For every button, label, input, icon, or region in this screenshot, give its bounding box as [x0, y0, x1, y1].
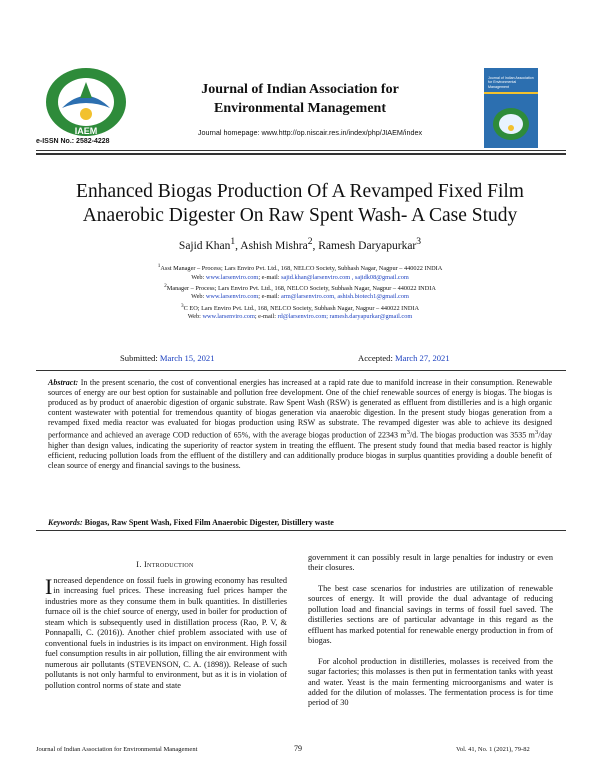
affiliations — [60, 262, 540, 322]
keywords-rule — [36, 530, 566, 531]
article-title-line1: Enhanced Biogas Production Of A Revamped Fixed Film — [76, 181, 524, 202]
abstract-rule — [36, 370, 566, 371]
journal-logo — [40, 64, 132, 142]
journal-title-line2: Environmental Management — [213, 101, 386, 116]
journal-cover-thumbnail — [484, 68, 538, 148]
author-name: Ramesh Daryapurkar — [318, 239, 417, 252]
submitted-date: Submitted: March 15, 2021 — [120, 353, 215, 363]
keywords-label: Keywords: — [48, 518, 83, 527]
email-link[interactable]: arm@larsenviro.com, ashish.biotech1@gmail.com — [280, 293, 409, 301]
journal-title-line1: Journal of Indian Association for — [201, 82, 399, 97]
dropcap: I — [45, 574, 53, 599]
paragraph: government it can possibly result in large penalties for industry or even their closures. — [308, 553, 553, 573]
paragraph: For alcohol production in distilleries, molasses is received from the sugar factories; this molasses is then put in fermentation tanks with yeast and water. Yeast is the main fermenting microorganisms and water is added for the dilution of molasses. The fermentation process is for time period of 30 — [308, 656, 553, 708]
section-heading: I. Introduction — [136, 560, 194, 569]
intro-paragraph: ncreased dependence on fossil fuels in growing economy has resulted in increasing fuel prices. These increasing fuel prices hamper the industries more as they consume them in bulk quantities. In distilleries furnace oil is the chief source of energy, used in boiler for production of steam which is subsequently used in distillation process (Rao, P. V, & Ponnapalli, C. (2016)). Another chief problem associated with use of conventional fuels in industries is its impact on environment. High fossil fuel consumption results in air pollution, filling the air environment with numerous air pollutants (STEVENSON, C. A. (1898)). Release of such pollutants is not only harmful to environment, but as it is in violation of pollution control norms of state and state — [45, 576, 287, 690]
cover-band — [484, 92, 538, 94]
affiliation-1: $^1$Asst Manager – Process; Lars Enviro Pvt. Ltd., 168, NELCO Society, Subhash Nagar, Nagpur – 440022 INDIA — [157, 263, 443, 273]
affiliation-3: $^3$C EO; Lars Enviro Pvt. Ltd., 168, NELCO Society, Subhash Nagar, Nagpur – 440022 INDIA — [180, 302, 420, 312]
paragraph: The best case scenarios for industries are utilization of renewable sources of energy. It will provide the dual advantage of reducing pollution load and financial savings in terms of fossil fuel saved. The distilleries sections are of particular advantage in this regard as the effluent has marked potential for renewable energy production in from of biogas. — [308, 583, 553, 646]
author-sup: 3 — [416, 236, 422, 247]
cover-logo-icon — [490, 104, 532, 144]
affiliation-2: $^2$Manager – Process; Lars Enviro Pvt. Ltd., 168, NELCO Society, Subhash Nagar, Nagpur – 440022 INDIA — [164, 282, 436, 292]
svg-text:IAEM: IAEM — [74, 126, 98, 136]
header-rule-thick — [36, 153, 566, 155]
abstract: Abstract: In the present scenario, the cost of conventional energies has increased at a rapid rate due to manifold increase in their consumption. Renewable sources of energy are our best option for sustainable and pollution free development. One of the chief renewable sources of energy is biogas. The biogas is produced as by product of anaerobic digestion of organic substrate. Raw Spent Wash (RSW) is generated as effluent from distilleries and is a high organic content wastewater with potential for tremendous quantity of biogas generation via anaerobic digestion. In the present study biogas generation from a revamped fixed media reactor was evaluated for biogas production using RSW as substrate. The revamped digester was able to achieve its designed performance and achieved an average COD reduction of 65%, with the average biogas production of 22343 $m^3/d$. The biogas production was 3535 $m^3$/day higher than design values, indicating the superiority of reactor system in treating the effluent. The present study found that media based reactor is highly efficient, reducing pollution loads from the effluent of the distillery and can additionally produce biogas in surplus quantities providing a double benefit of clean source of energy and financial savings to the business. — [48, 378, 552, 471]
journal-title — [150, 80, 450, 118]
accepted-date: Accepted: March 27, 2021 — [358, 353, 450, 363]
article-title — [40, 180, 560, 228]
email-link[interactable]: rd@larsenviro.com; ramesh.daryapurkar@gmail.com — [277, 313, 413, 321]
body-column-left — [45, 576, 287, 691]
web-link[interactable]: www.larsenviro.com — [205, 273, 259, 281]
author-name: Ashish Mishra — [240, 239, 308, 252]
abstract-label: Abstract: — [48, 378, 79, 387]
body-column-right — [308, 553, 553, 709]
article-title-line2: Anaerobic Digester On Raw Spent Wash- A Case Study — [82, 205, 518, 226]
cover-title: Journal of Indian Association for Environmental Management — [488, 76, 534, 89]
author-sup: 2 — [307, 236, 313, 247]
affiliation-3-contact: Web: www.larsenviro.com; e-mail: rd@larsenviro.com; ramesh.daryapurkar@gmail.com — [187, 313, 413, 321]
journal-homepage[interactable]: Journal homepage: www.http://op.niscair.res.in/index/php/JIAEM/index — [197, 128, 423, 137]
author-sup: 1 — [230, 236, 236, 247]
author-list: Sajid Khan$^1$, Ashish Mishra$^2$, Ramesh Daryapurkar$^3$ — [178, 236, 422, 252]
footer-volume: Vol. 41, No. 1 (2021), 79-82 — [456, 746, 530, 753]
page-number: 79 — [294, 744, 302, 753]
email-link[interactable]: sajid.khan@larsenviro.com , sajidk08@gmail.com — [281, 273, 409, 281]
header-rule — [36, 150, 566, 151]
web-link[interactable]: www.larsenviro.com — [205, 293, 259, 301]
footer-journal: Journal of Indian Association for Environmental Management — [36, 746, 198, 753]
affiliation-2-contact: Web: www.larsenviro.com; e-mail: arm@larsenviro.com, ashish.biotech1@gmail.com — [191, 293, 409, 301]
web-link[interactable]: www.larsenviro.com — [202, 313, 255, 321]
issn: e-ISSN No.: 2582-4228 — [36, 138, 110, 145]
affiliation-1-contact: Web: www.larsenviro.com; e-mail: sajid.khan@larsenviro.com , sajidk08@gmail.com — [191, 273, 409, 281]
keywords: Keywords: Biogas, Raw Spent Wash, Fixed Film Anaerobic Digester, Distillery waste — [48, 518, 334, 527]
author-name: Sajid Khan — [178, 239, 231, 252]
